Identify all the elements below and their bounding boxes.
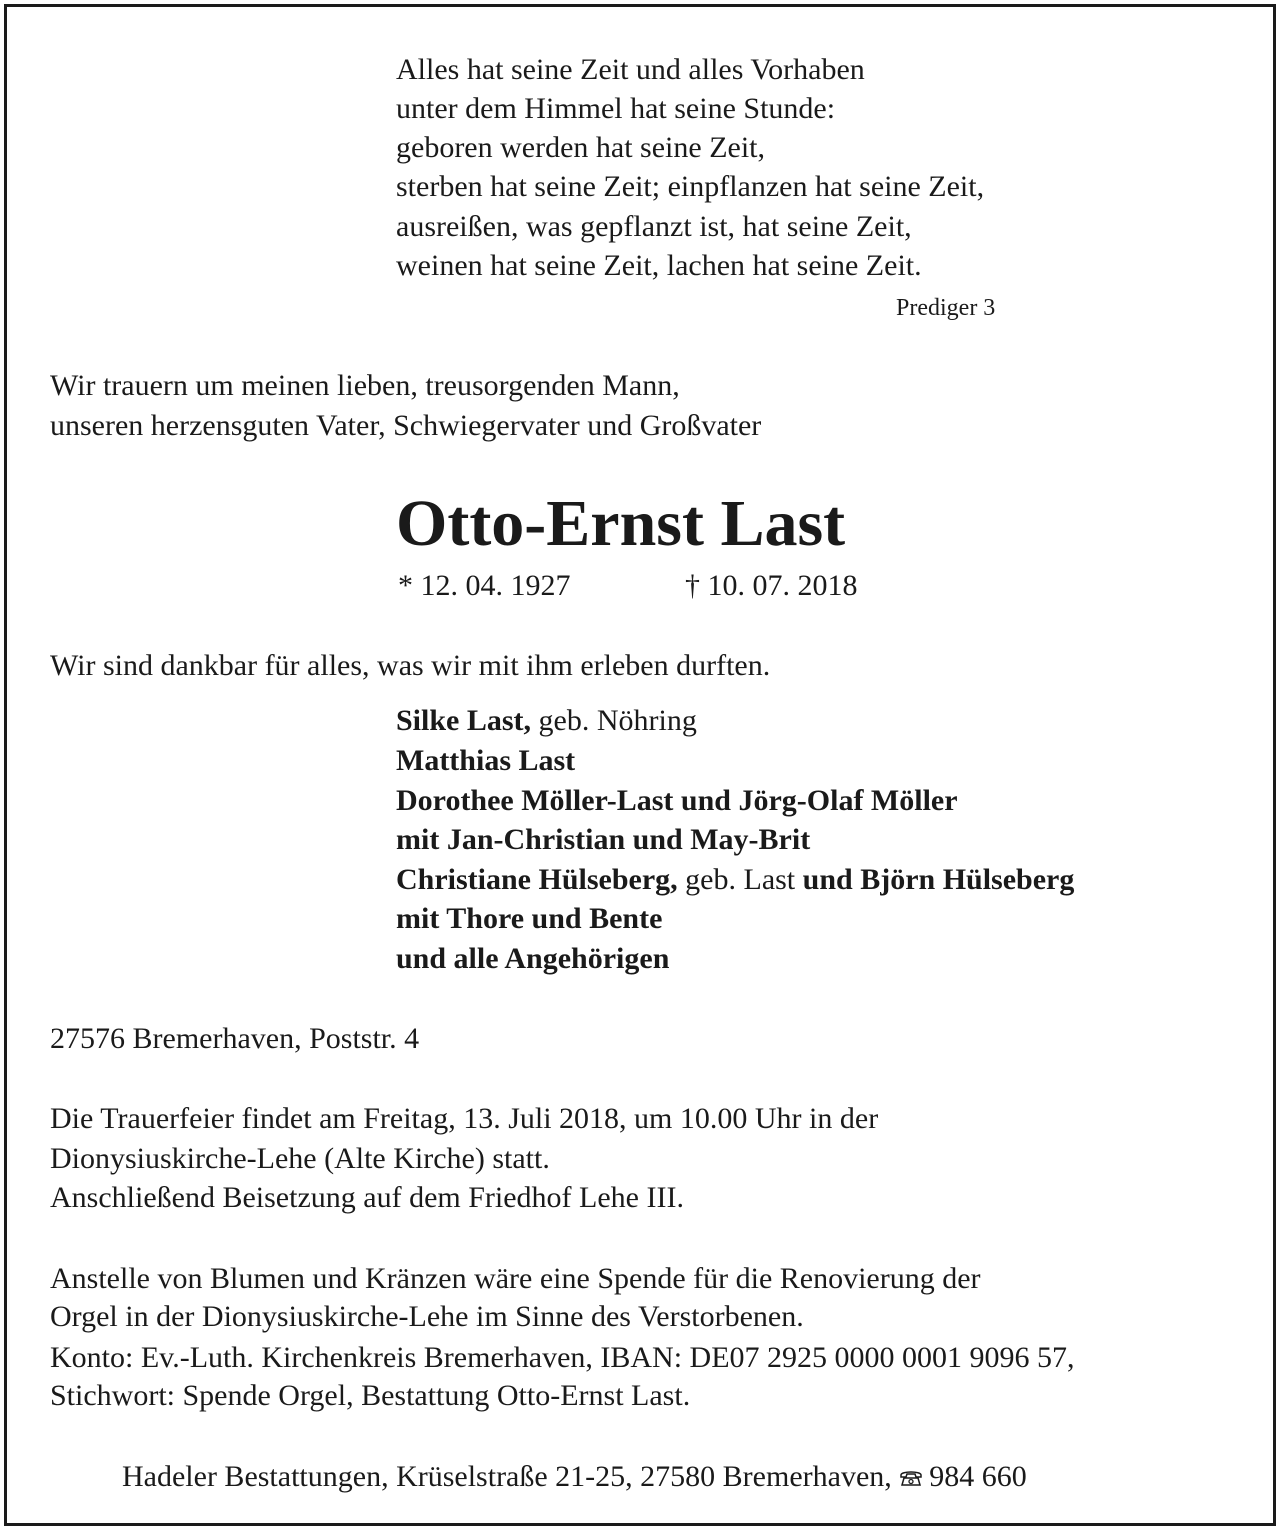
family-address: 27576 Bremerhaven, Poststr. 4 [50,1022,420,1055]
donation-line-3: Konto: Ev.-Luth. Kirchenkreis Bremerhaven, IBAN: DE07 2925 0000 0001 9096 57, [50,1341,1075,1374]
funeral-home-line [122,1457,1027,1496]
donation-line-4: Stichwort: Spende Orgel, Bestattung Otto-Ernst Last. [50,1379,691,1412]
telephone-icon [899,1469,923,1487]
verse-source: Prediger 3 [896,295,996,321]
family-silke-maiden: geb. Nöhring [531,704,697,737]
family-line-matthias: Matthias Last [396,744,576,777]
verse-line-2: unter dem Himmel hat seine Stunde: [396,92,836,125]
family-silke-name: Silke Last, [396,704,532,737]
deceased-name: Otto-Ernst Last [396,487,846,560]
family-line-dorothee: Dorothee Möller-Last und Jörg-Olaf Möller [396,784,958,817]
birth-date: * 12. 04. 1927 [398,569,571,602]
verse-line-6: weinen hat seine Zeit, lachen hat seine Zeit. [396,249,922,282]
service-line-2: Dionysiuskirche-Lehe (Alte Kirche) statt. [50,1142,550,1175]
verse-line-4: sterben hat seine Zeit; einpflanzen hat seine Zeit, [396,170,985,203]
service-line-3: Anschließend Beisetzung auf dem Friedhof Lehe III. [50,1181,684,1214]
service-line-1: Die Trauerfeier findet am Freitag, 13. Juli 2018, um 10.00 Uhr in der [50,1102,879,1135]
verse-line-3: geboren werden hat seine Zeit, [396,131,766,164]
family-line-silke [396,701,697,740]
intro-line-1: Wir trauern um meinen lieben, treusorgenden Mann, [50,369,680,402]
family-christiane-name: Christiane Hülseberg, [396,863,678,896]
verse-line-1: Alles hat seine Zeit und alles Vorhaben [396,53,865,86]
gratitude-line: Wir sind dankbar für alles, was wir mit ihm erleben durften. [50,649,771,682]
family-line-all: und alle Angehörigen [396,942,670,975]
intro-line-2: unseren herzensguten Vater, Schwiegervater und Großvater [50,409,762,442]
family-christiane-partner: und Björn Hülseberg [802,863,1075,896]
family-christiane-maiden: geb. Last [677,863,803,896]
verse-line-5: ausreißen, was gepflanzt ist, hat seine Zeit, [396,210,912,243]
phone-number: 984 660 [929,1460,1027,1493]
funeral-home-text: Hadeler Bestattungen, Krüselstraße 21-25, 27580 Bremerhaven, [122,1460,892,1493]
family-line-christiane [396,860,1074,899]
donation-line-2: Orgel in der Dionysiuskirche-Lehe im Sinne des Verstorbenen. [50,1300,804,1333]
donation-line-1: Anstelle von Blumen und Kränzen wäre eine Spende für die Renovierung der [50,1262,981,1295]
family-line-dorothee-kids: mit Jan-Christian und May-Brit [396,823,811,856]
family-line-christiane-kids: mit Thore und Bente [396,902,663,935]
death-date: † 10. 07. 2018 [685,569,858,602]
